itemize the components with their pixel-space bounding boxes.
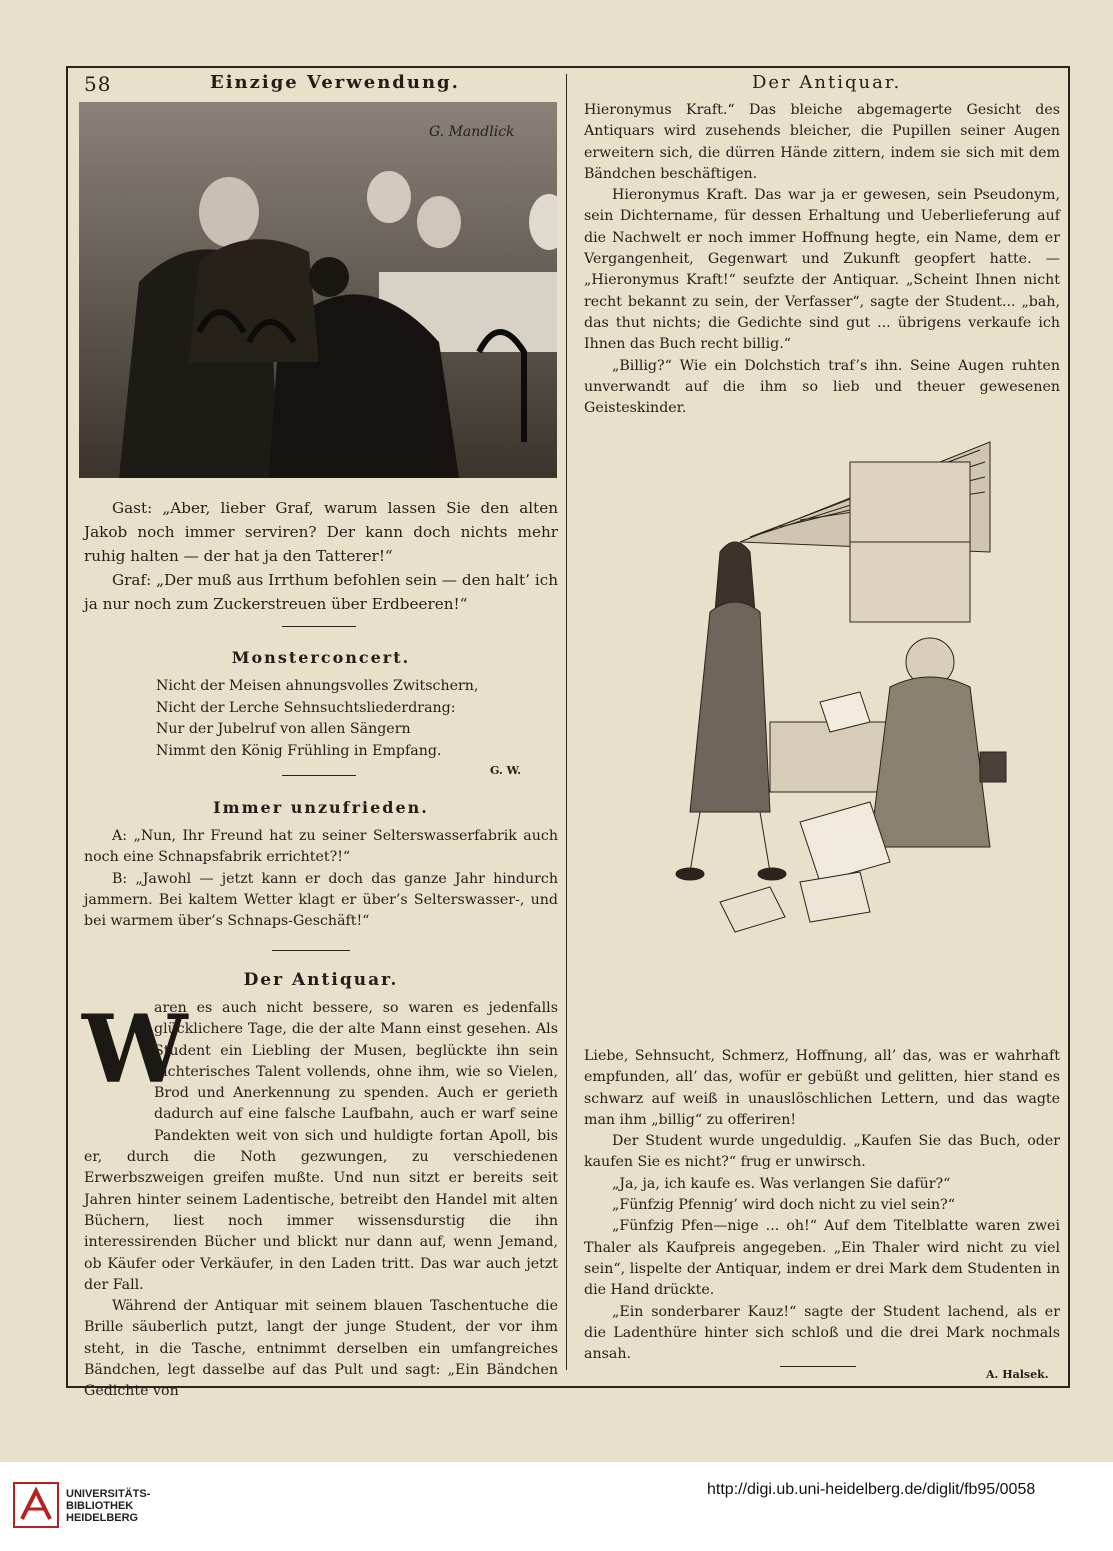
immer-title: Immer unzufrieden. — [213, 798, 429, 817]
antiquar-paragraph: „Ein sonderbarer Kauz!“ sagte der Student lachend, als er die Ladenthüre hinter sich schloß und die drei Mark nochmals ansah. — [584, 1303, 1060, 1363]
poem-line: Nimmt den König Frühling in Empfang. — [156, 742, 442, 759]
library-name[interactable] — [66, 1488, 150, 1524]
right-running-title: Der Antiquar. — [752, 72, 902, 93]
antiquar-paragraph: Hieronymus Kraft.“ Das bleiche abgemagerte Gesicht des Antiquars wird zusehends bleicher, die Pupillen seiner Augen erweitern sich, die dürren Hände zittern, indem sie sich mit dem Bändchen beschäftigen. — [584, 102, 1060, 182]
antiquar-intro-paragraph — [84, 998, 558, 1296]
antiquar-paragraph: „Ja, ja, ich kaufe es. Was verlangen Sie dafür?“ — [612, 1175, 951, 1192]
poem-line: Nur der Jubelruf von allen Sängern — [156, 721, 411, 737]
artist-signature: G. Mandlick — [429, 124, 515, 140]
library-logo-icon[interactable] — [12, 1481, 60, 1533]
antiquar-paragraph: „Billig?“ Wie ein Dolchstich traf’s ihn. Seine Augen ruhten unverwandt auf die ihm so lieb und theuer gewesenen Geisteskinder. — [584, 357, 1060, 417]
monsterconcert-poem — [156, 676, 478, 762]
antiquar-paragraph: Liebe, Sehnsucht, Schmerz, Hoffnung, all’ das, was er wahrhaft empfunden, all’ das, wofür er gebüßt und gelitten, hier stand es schwarz auf weiß in unauslöschlichen Lettern, und das wagte man ihm „billig“ zu offeriren! — [584, 1048, 1060, 1128]
poem-line: Nicht der Meisen ahnungsvolles Zwitschern, — [156, 678, 479, 694]
antiquar-title: Der Antiquar. — [243, 970, 399, 990]
banquet-drawing — [79, 102, 557, 478]
library-name-line: BIBLIOTHEK — [66, 1500, 134, 1512]
antiquar-paragraph: „Fünfzig Pfennig’ wird doch nicht zu viel sein?“ — [612, 1197, 956, 1214]
poem-line: Nicht der Lerche Sehnsuchtsliederdrang: — [156, 699, 456, 716]
joke-text — [84, 496, 558, 616]
antiquar-paragraph: „Fünfzig Pfen—nige ... oh!“ Auf dem Titelblatte waren zwei Thaler als Kaufpreis angegeben. „Ein Thaler wird nicht zu viel sein“, lispelte der Antiquar, indem er drei Mark dem Studenten in die Hand drückte. — [584, 1218, 1060, 1299]
left-running-title: Einzige Verwendung. — [210, 72, 460, 93]
page-number: 58 — [84, 72, 112, 96]
immer-paragraph: A: „Nun, Ihr Freund hat zu seiner Selterswasserfabrik auch noch eine Schnapsfabrik errichtet?!“ — [84, 828, 558, 866]
antiquar-intro-text: aren es auch nicht bessere, so waren es jedenfalls glücklichere Tage, die der alte Mann einst gesehen. Als Student ein Liebling der Musen, beglückte ihn sein dichterisches Talent vollends, ohne ihm, wie so Vielen, Brod und Anerkennung zu spenden. Auch er gerieth dadurch auf eine falsche Laufbahn, auch er warf seine Pandekten weit von sich und huldigte fortan Apoll, bis er, durch die Noth gezwungen, zu verschiedenen Erwerbszweigen greifen mußte. Und nun sitzt er bereits seit Jahren hinter seinem Ladentische, betreibt den Handel mit alten Büchern, liest noch immer wissensdurstig die ihn interessirenden Bücher und blickt nur dann auf, wenn Jemand, ob Käufer oder Verkäufer, in den Laden tritt. Das war auch jetzt der Fall. — [84, 1000, 558, 1293]
ornamental-dropcap: W — [82, 995, 188, 1105]
footer-bar — [0, 1462, 1113, 1551]
dropcap-spacer — [84, 998, 154, 1126]
antiquar-drawing — [660, 422, 1020, 982]
antiquar-illustration — [660, 422, 1020, 982]
joke-paragraph: Gast: „Aber, lieber Graf, warum lassen Sie den alten Jakob noch immer serviren? Der kann doch nichts mehr ruhig halten — der hat ja den Tatterer!“ — [84, 499, 558, 565]
banquet-illustration — [79, 102, 557, 478]
separator — [780, 1366, 856, 1367]
poem-author: G. W. — [490, 764, 522, 777]
library-name-line: UNIVERSITÄTS- — [66, 1488, 151, 1500]
monsterconcert-title: Monsterconcert. — [231, 648, 411, 667]
joke-paragraph: Graf: „Der muß aus Irrthum befohlen sein — den halt’ ich ja nur noch zum Zuckerstreuen über Erdbeeren!“ — [84, 571, 558, 613]
antiquar-author: A. Halsek. — [986, 1368, 1049, 1381]
antiquar-paragraph: Der Student wurde ungeduldig. „Kaufen Sie das Buch, oder kaufen Sie es nicht?“ frug er unwirsch. — [584, 1133, 1060, 1171]
antiquar-right-top — [584, 100, 1060, 419]
separator — [272, 950, 350, 951]
source-url-link[interactable]: http://digi.ub.uni-heidelberg.de/diglit/fb95/0058 — [707, 1481, 1036, 1498]
antiquar-right-bottom — [584, 1046, 1060, 1365]
column-rule — [566, 74, 567, 1370]
library-name-line: HEIDELBERG — [66, 1512, 139, 1524]
immer-paragraph: B: „Jawohl — jetzt kann er doch das ganze Jahr hindurch jammern. Bei kaltem Wetter klagt er über’s Selterswasser-, und bei warmem über’s Schnaps-Geschäft!“ — [84, 870, 558, 930]
antiquar-paragraph: Hieronymus Kraft. Das war ja er gewesen, sein Pseudonym, sein Dichtername, für dessen Erhaltung und Ueberlieferung auf die Nachwelt er noch immer Hoffnung hegte, ein Name, dem er Vergangenheit, Gegenwart und Zukunft geopfert hatte. — „Hieronymus Kraft!“ seufzte der Antiquar. „Scheint Ihnen nicht recht bekannt zu sein, der Verfasser“, sagte der Student... „bah, das thut nichts; die Gedichte sind gut ... übrigens verkaufe ich Ihnen das Buch recht billig.“ — [584, 187, 1060, 353]
separator — [282, 775, 356, 776]
separator — [282, 626, 356, 627]
immer-text — [84, 826, 558, 932]
antiquar-intro — [84, 998, 558, 1403]
antiquar-paragraph: Während der Antiquar mit seinem blauen Taschentuche die Brille säuberlich putzt, langt der junge Student, der vor ihm steht, in die Tasche, entnimmt derselben ein umfangreiches Bändchen, legt dasselbe auf das Pult und sagt: „Ein Bändchen Gedichte von — [84, 1298, 558, 1400]
